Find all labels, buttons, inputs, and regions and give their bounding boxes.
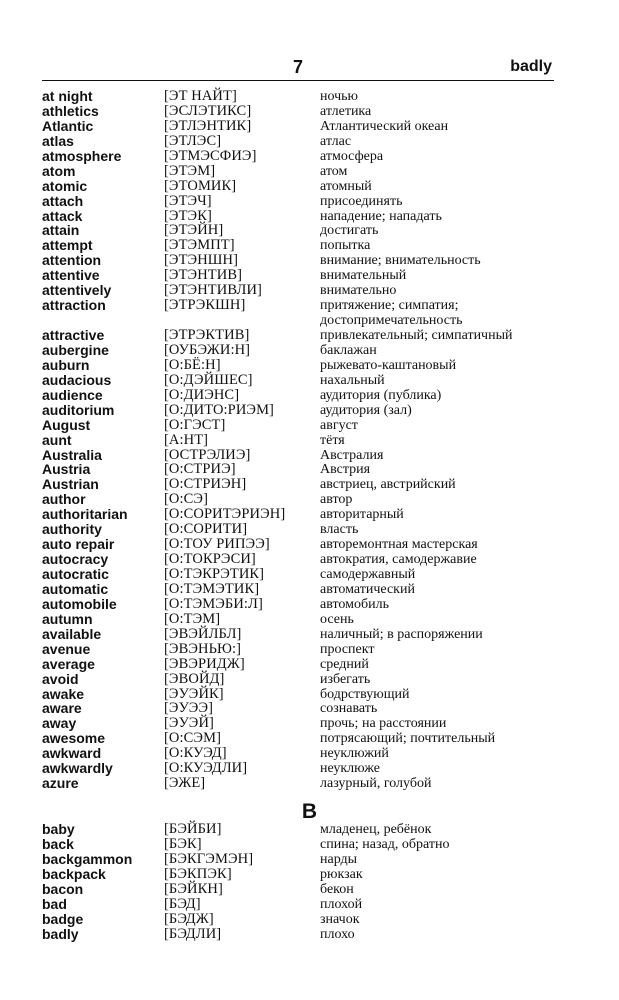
pronunciation: [ЭУЭЙ] xyxy=(164,715,214,732)
dictionary-entry xyxy=(42,537,558,552)
translation: сознавать xyxy=(320,701,378,717)
dictionary-entry xyxy=(42,687,558,702)
guide-word: badly xyxy=(510,58,552,75)
pronunciation: [БЭД] xyxy=(164,895,201,912)
headword: avoid xyxy=(42,670,79,687)
translation: атом xyxy=(320,163,348,179)
pronunciation: [ЭТЭНТИВ] xyxy=(164,267,243,284)
headword: attentive xyxy=(42,267,100,284)
dictionary-entry xyxy=(42,612,558,627)
translation: избегать xyxy=(320,671,371,687)
translation: внимание; внимательность xyxy=(320,253,481,269)
dictionary-entry xyxy=(42,867,558,882)
headword: audience xyxy=(42,386,103,403)
pronunciation: [О:ТЭМЭТИК] xyxy=(164,580,260,597)
headword: atmosphere xyxy=(42,147,122,164)
pronunciation: [А:НТ] xyxy=(164,431,209,448)
pronunciation: [О:БЁ:Н] xyxy=(164,356,221,373)
pronunciation: [ЭСЛЭТИКС] xyxy=(164,102,252,119)
pronunciation: [ЭТРЭКТИВ] xyxy=(164,327,250,344)
dictionary-entry xyxy=(42,731,558,746)
pronunciation: [ЭТЭНШН] xyxy=(164,252,239,269)
pronunciation: [О:ДЭЙШЕС] xyxy=(164,371,253,388)
pronunciation: [О:СЭМ] xyxy=(164,730,221,747)
headword: bad xyxy=(42,895,67,912)
translation: внимательно xyxy=(320,283,397,299)
pronunciation: [ЭВОЙД] xyxy=(164,670,225,687)
translation: внимательный xyxy=(320,268,407,284)
pronunciation: [О:ТОКРЭСИ] xyxy=(164,551,256,568)
translation: самодержавный xyxy=(320,567,416,583)
dictionary-entry xyxy=(42,149,558,164)
dictionary-entry xyxy=(42,403,558,418)
dictionary-entry xyxy=(42,134,558,149)
dictionary-entry xyxy=(42,492,558,507)
translation: лазурный, голубой xyxy=(320,776,432,792)
translation: Австралия xyxy=(320,447,384,463)
headword: athletics xyxy=(42,102,99,119)
translation: автомобиль xyxy=(320,596,389,612)
headword: atomic xyxy=(42,177,88,194)
dictionary-entry xyxy=(42,209,558,224)
pronunciation: [ЭТЭМ] xyxy=(164,162,216,179)
headword: bacon xyxy=(42,880,84,897)
headword: awake xyxy=(42,685,85,702)
headword: automatic xyxy=(42,580,109,597)
pronunciation: [БЭЙБИ] xyxy=(164,821,222,837)
headword: awkward xyxy=(42,745,102,762)
pronunciation: [О:ТЭКРЭТИК] xyxy=(164,566,265,583)
pronunciation: [О:СТРИЭН] xyxy=(164,476,247,493)
translation: авторитарный xyxy=(320,507,404,523)
dictionary-entry xyxy=(42,358,558,373)
page-number: 7 xyxy=(292,57,303,77)
headword: aunt xyxy=(42,431,72,448)
dictionary-entry xyxy=(42,268,558,283)
headword: authority xyxy=(42,521,102,538)
translation: неуклюжий xyxy=(320,746,389,762)
translation: осень xyxy=(320,611,354,627)
headword: author xyxy=(42,491,86,508)
headword: attractive xyxy=(42,327,105,344)
dictionary-entry xyxy=(42,852,558,867)
pronunciation: [БЭЙКН] xyxy=(164,880,223,897)
dictionary-entry xyxy=(42,642,558,657)
pronunciation: [ОУБЭЖИ:Н] xyxy=(164,341,251,358)
dictionary-entry xyxy=(42,627,558,642)
headword: at night xyxy=(42,88,93,104)
dictionary-entry xyxy=(42,746,558,761)
dictionary-entry xyxy=(42,507,558,522)
pronunciation: [О:СЭ] xyxy=(164,491,209,508)
headword: Austrian xyxy=(42,476,99,493)
dictionary-entry xyxy=(42,388,558,403)
dictionary-entry xyxy=(42,433,558,448)
dictionary-entry xyxy=(42,223,558,238)
headword: autumn xyxy=(42,610,93,627)
pronunciation: [О:ДИТО:РИЭМ] xyxy=(164,401,274,418)
translation: нарды xyxy=(320,851,358,867)
pronunciation: [ЭЖЕ] xyxy=(164,775,206,792)
pronunciation: [БЭДЛИ] xyxy=(164,925,222,942)
pronunciation: [О:ДИЭНС] xyxy=(164,386,240,403)
translation: тётя xyxy=(320,432,345,448)
headword: awkwardly xyxy=(42,760,113,777)
headword: attach xyxy=(42,192,84,209)
pronunciation: [БЭДЖ] xyxy=(164,910,214,927)
translation: рюкзак xyxy=(320,866,363,882)
pronunciation: [ЭТЛЭС] xyxy=(164,132,222,149)
dictionary-entry xyxy=(42,822,558,837)
dictionary-entry xyxy=(42,776,558,791)
pronunciation: [БЭК] xyxy=(164,835,202,852)
pronunciation: [ЭТЭЙН] xyxy=(164,222,224,239)
dictionary-entry xyxy=(42,253,558,268)
pronunciation: [О:ТЭМ] xyxy=(164,610,221,627)
headword: August xyxy=(42,416,91,433)
translation: ночью xyxy=(320,89,359,104)
dictionary-entry xyxy=(42,238,558,253)
headword: autocracy xyxy=(42,551,109,568)
translation: Австрия xyxy=(320,462,371,478)
dictionary-entry xyxy=(42,194,558,209)
pronunciation: [ЭВЭРИДЖ] xyxy=(164,655,245,672)
headword: atlas xyxy=(42,132,74,149)
pronunciation: [О:СТРИЭ] xyxy=(164,461,236,478)
headword: baby xyxy=(42,821,75,837)
translation: Атлантический океан xyxy=(320,118,449,134)
translation: власть xyxy=(320,522,359,538)
pronunciation: [О:ГЭСТ] xyxy=(164,416,226,433)
dictionary-section-b xyxy=(42,822,558,942)
translation: притяжение; симпатия; достопримечательность xyxy=(320,298,463,329)
headword: backpack xyxy=(42,865,106,882)
translation: автократия, самодержавие xyxy=(320,552,477,568)
pronunciation: [ЭТЛЭНТИК] xyxy=(164,117,252,134)
translation: наличный; в распоряжении xyxy=(320,626,483,642)
translation: плохо xyxy=(320,926,355,942)
translation: нападение; нападать xyxy=(320,208,442,224)
translation: младенец, ребёнок xyxy=(320,822,432,837)
headword: azure xyxy=(42,775,79,792)
headword: away xyxy=(42,715,77,732)
translation: плохой xyxy=(320,896,363,912)
dictionary-entry xyxy=(42,328,558,343)
pronunciation: [ЭТМЭСФИЭ] xyxy=(164,147,257,164)
pronunciation: [БЭКГЭМЭН] xyxy=(164,850,254,867)
headword: auburn xyxy=(42,356,90,373)
pronunciation: [БЭКПЭК] xyxy=(164,865,232,882)
dictionary-entry xyxy=(42,897,558,912)
dictionary-entry xyxy=(42,912,558,927)
translation: присоединять xyxy=(320,193,403,209)
dictionary-entry xyxy=(42,927,558,942)
headword: Atlantic xyxy=(42,117,94,134)
translation: нахальный xyxy=(320,372,385,388)
translation: атмосфера xyxy=(320,148,384,164)
translation: аудитория (публика) xyxy=(320,387,442,403)
pronunciation: [ЭВЭЙЛБЛ] xyxy=(164,625,242,642)
headword: attraction xyxy=(42,297,106,314)
headword: authoritarian xyxy=(42,506,128,523)
pronunciation: [О:ТОУ РИПЭЭ] xyxy=(164,536,270,553)
translation: спина; назад, обратно xyxy=(320,836,450,852)
dictionary-entry xyxy=(42,179,558,194)
headword: attentively xyxy=(42,282,112,299)
translation: потрясающий; почтительный xyxy=(320,731,496,747)
translation: попытка xyxy=(320,238,371,254)
dictionary-entry xyxy=(42,672,558,687)
letter-heading: B xyxy=(301,800,318,823)
pronunciation: [О:СОРИТИ] xyxy=(164,521,248,538)
dictionary-entry xyxy=(42,657,558,672)
pronunciation: [ЭТ НАЙТ] xyxy=(164,88,237,104)
page-header xyxy=(42,56,554,81)
pronunciation: [О:СОРИТЭРИЭН] xyxy=(164,506,286,523)
translation: атлас xyxy=(320,133,352,149)
dictionary-entry xyxy=(42,448,558,463)
headword: average xyxy=(42,655,95,672)
translation: автоматический xyxy=(320,581,415,597)
pronunciation: [ЭТОМИК] xyxy=(164,177,237,194)
headword: automobile xyxy=(42,595,117,612)
dictionary-entry xyxy=(42,119,558,134)
headword: back xyxy=(42,835,74,852)
dictionary-entry xyxy=(42,522,558,537)
translation: прочь; на расстоянии xyxy=(320,716,447,732)
translation: неуклюже xyxy=(320,761,380,777)
dictionary-entry xyxy=(42,837,558,852)
dictionary-entry xyxy=(42,298,558,328)
dictionary-entry xyxy=(42,552,558,567)
pronunciation: [ЭТЭНТИВЛИ] xyxy=(164,282,262,299)
dictionary-entry xyxy=(42,164,558,179)
headword: autocratic xyxy=(42,566,109,583)
headword: badge xyxy=(42,910,84,927)
headword: attack xyxy=(42,207,83,224)
dictionary-entry xyxy=(42,701,558,716)
pronunciation: [ЭУЭЙК] xyxy=(164,685,224,702)
dictionary-entry xyxy=(42,761,558,776)
headword: backgammon xyxy=(42,850,133,867)
translation: средний xyxy=(320,656,369,672)
dictionary-entry xyxy=(42,343,558,358)
headword: avenue xyxy=(42,640,91,657)
translation: август xyxy=(320,417,358,433)
translation: австриец, австрийский xyxy=(320,477,456,493)
translation: бодрствующий xyxy=(320,686,410,702)
translation: автор xyxy=(320,492,353,508)
headword: attention xyxy=(42,252,102,269)
pronunciation: [ЭУЭЭ] xyxy=(164,700,214,717)
pronunciation: [ЭТЭМПТ] xyxy=(164,237,235,254)
translation: бекон xyxy=(320,881,354,897)
headword: auto repair xyxy=(42,536,115,553)
dictionary-entry xyxy=(42,418,558,433)
headword: attain xyxy=(42,222,80,239)
dictionary-entry xyxy=(42,477,558,492)
dictionary-entry xyxy=(42,89,558,104)
headword: Australia xyxy=(42,446,102,463)
translation: привлекательный; симпатичный xyxy=(320,328,513,344)
pronunciation: [ЭТЭК] xyxy=(164,207,212,224)
pronunciation: [ОСТРЭЛИЭ] xyxy=(164,446,251,463)
dictionary-entry xyxy=(42,567,558,582)
pronunciation: [О:КУЭДЛИ] xyxy=(164,760,248,777)
dictionary-section-a xyxy=(42,89,558,791)
dictionary-entry xyxy=(42,582,558,597)
headword: auditorium xyxy=(42,401,115,418)
translation: атомный xyxy=(320,178,372,194)
dictionary-entry xyxy=(42,882,558,897)
pronunciation: [О:КУЭД] xyxy=(164,745,227,762)
headword: atom xyxy=(42,162,76,179)
headword: aware xyxy=(42,700,82,717)
translation: рыжевато-каштановый xyxy=(320,357,457,373)
translation: авторемонтная мастерская xyxy=(320,537,478,553)
dictionary-entry xyxy=(42,283,558,298)
dictionary-entry xyxy=(42,373,558,388)
translation: баклажан xyxy=(320,342,377,358)
translation: достигать xyxy=(320,223,379,239)
pronunciation: [ЭТРЭКШН] xyxy=(164,297,246,314)
headword: attempt xyxy=(42,237,93,254)
dictionary-entry xyxy=(42,462,558,477)
headword: audacious xyxy=(42,371,112,388)
pronunciation: [ЭВЭНЬЮ:] xyxy=(164,640,242,657)
headword: awesome xyxy=(42,730,106,747)
translation: аудитория (зал) xyxy=(320,402,412,418)
pronunciation: [О:ТЭМЭБИ:Л] xyxy=(164,595,263,612)
headword: available xyxy=(42,625,102,642)
dictionary-entry xyxy=(42,104,558,119)
translation: значок xyxy=(320,911,360,927)
translation: проспект xyxy=(320,641,375,657)
dictionary-entry xyxy=(42,716,558,731)
translation: атлетика xyxy=(320,103,372,119)
headword: aubergine xyxy=(42,341,109,358)
headword: Austria xyxy=(42,461,91,478)
dictionary-entry xyxy=(42,597,558,612)
pronunciation: [ЭТЭЧ] xyxy=(164,192,212,209)
headword: badly xyxy=(42,925,79,942)
